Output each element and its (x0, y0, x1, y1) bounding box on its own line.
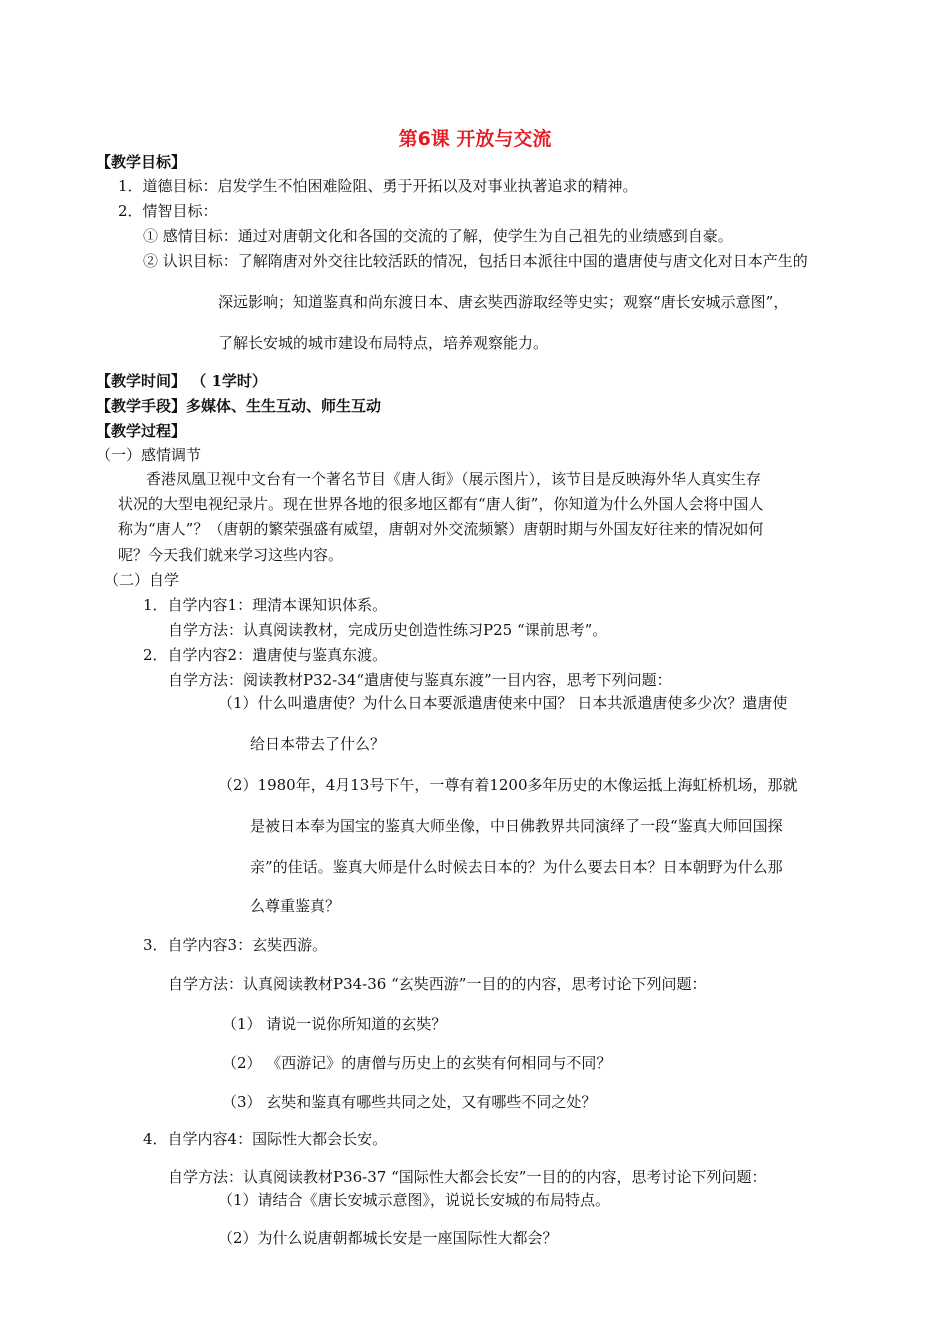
study-2-question-2-line-3: 亲”的佳话。鉴真大师是什么时候去日本的？为什么要去日本？日本朝野为什么那 (250, 858, 783, 876)
goal-cognition-line-1: ② 认识目标：了解隋唐对外交往比较活跃的情况，包括日本派往中国的遣唐使与唐文化对日本产生的 (143, 252, 808, 270)
study-2-question-2-line-4: 么尊重鉴真？ (250, 897, 341, 915)
goals-heading: 【教学目标】 (96, 153, 187, 171)
goal-emotion-intellect: 2．情智目标： (118, 202, 218, 220)
section-2-heading: （二）自学 (104, 571, 180, 589)
study-3-question-1: （1） 请说一说你所知道的玄奘？ (222, 1015, 447, 1033)
study-1-content: 1．自学内容1：理清本课知识体系。 (143, 596, 388, 614)
study-2-question-1-line-1: （1）什么叫遣唐使？为什么日本要派遣唐使来中国？ 日本共派遣唐使多少次？遣唐使 (218, 694, 788, 712)
goal-moral: 1．道德目标：启发学生不怕困难险阻、勇于开拓以及对事业执著追求的精神。 (118, 177, 638, 195)
section-1-heading: （一）感情调节 (96, 446, 202, 464)
section-1-paragraph-line-4: 呢？今天我们就来学习这些内容。 (118, 546, 344, 564)
study-4-method: 自学方法：认真阅读教材P36-37 “国际性大都会长安”一目的的内容，思考讨论下列问题： (168, 1168, 767, 1186)
study-2-question-2-line-1: （2）1980年，4月13号下午，一尊有着1200多年历史的木像运抵上海虹桥机场，那就 (218, 776, 798, 794)
goal-emotion: ① 感情目标：通过对唐朝文化和各国的交流的了解，使学生为自己祖先的业绩感到自豪。 (143, 227, 733, 245)
study-3-question-2: （2） 《西游记》的唐僧与历史上的玄奘有何相同与不同？ (222, 1054, 612, 1072)
study-4-content: 4．自学内容4：国际性大都会长安。 (143, 1130, 388, 1148)
study-2-content: 2．自学内容2：遣唐使与鉴真东渡。 (143, 646, 388, 664)
process-heading: 【教学过程】 (96, 422, 187, 440)
study-1-method: 自学方法：认真阅读教材，完成历史创造性练习P25 “课前思考”。 (168, 621, 608, 639)
study-3-question-3: （3） 玄奘和鉴真有哪些共同之处，又有哪些不同之处？ (222, 1093, 597, 1111)
study-4-question-2: （2）为什么说唐朝都城长安是一座国际性大都会？ (218, 1229, 558, 1247)
study-3-content: 3．自学内容3：玄奘西游。 (143, 936, 328, 954)
study-2-question-1-line-2: 给日本带去了什么？ (250, 735, 386, 753)
goal-cognition-line-2: 深远影响；知道鉴真和尚东渡日本、唐玄奘西游取经等史实；观察“唐长安城示意图”， (218, 293, 789, 311)
section-1-paragraph-line-1: 香港凤凰卫视中文台有一个著名节目《唐人街》（展示图片），该节目是反映海外华人真实生存 (146, 470, 762, 488)
section-1-paragraph-line-2: 状况的大型电视纪录片。现在世界各地的很多地区都有“唐人街”，你知道为什么外国人会将中国人 (118, 495, 764, 513)
study-2-question-2-line-2: 是被日本奉为国宝的鉴真大师坐像，中日佛教界共同演绎了一段“鉴真大师回国探 (250, 817, 783, 835)
study-3-method: 自学方法：认真阅读教材P34-36 “玄奘西游”一目的的内容，思考讨论下列问题： (168, 975, 707, 993)
goal-cognition-line-3: 了解长安城的城市建设布局特点，培养观察能力。 (218, 334, 549, 352)
study-2-method: 自学方法：阅读教材P32-34“遣唐使与鉴真东渡”一目内容，思考下列问题： (168, 671, 672, 689)
lesson-title: 第6课 开放与交流 (398, 128, 552, 150)
teaching-time: 【教学时间】 （ 1学时） (96, 372, 267, 390)
teaching-means: 【教学手段】多媒体、生生互动、师生互动 (96, 397, 382, 415)
study-4-question-1: （1）请结合《唐长安城示意图》，说说长安城的布局特点。 (218, 1191, 611, 1209)
section-1-paragraph-line-3: 称为“唐人”？（唐朝的繁荣强盛有威望，唐朝对外交流频繁）唐朝时期与外国友好往来的情况如何 (118, 520, 764, 538)
